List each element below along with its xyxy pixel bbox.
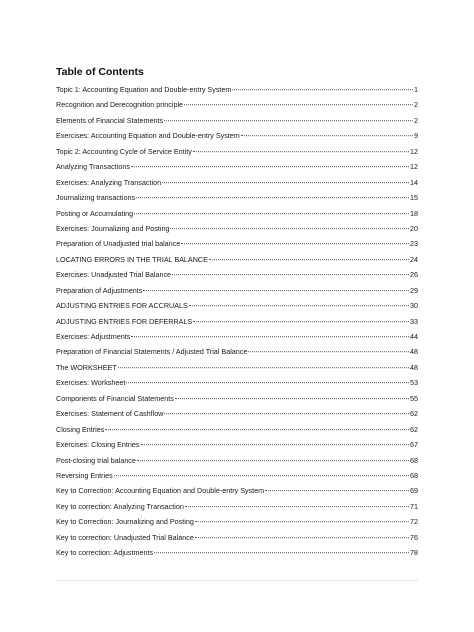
toc-entry-label: ADJUSTING ENTRIES FOR ACCRUALS: [56, 301, 188, 311]
toc-entry-label: Exercises: Worksheet: [56, 378, 126, 388]
toc-entry-label: Key to correction: Analyzing Transaction: [56, 501, 184, 511]
toc-entry[interactable]: [56, 360, 418, 375]
toc-entry-label: Key to Correction: Journalizing and Posting: [56, 517, 194, 527]
toc-entry[interactable]: [56, 159, 418, 174]
toc-entry-page-number: 20: [410, 223, 418, 233]
toc-entry-label: The WORKSHEET: [56, 362, 117, 372]
toc-entry[interactable]: [56, 422, 418, 437]
toc-entry-label: Preparation of Financial Statements / Adjusted Trial Balance: [56, 347, 248, 357]
toc-entry[interactable]: [56, 175, 418, 190]
toc-dot-leader: [118, 366, 409, 368]
toc-dot-leader: [209, 258, 409, 260]
toc-dot-leader: [189, 304, 409, 306]
toc-entry-page-number: 76: [410, 532, 418, 542]
toc-entry-page-number: 26: [410, 270, 418, 280]
toc-entry-page-number: 62: [410, 409, 418, 419]
toc-dot-leader: [134, 212, 409, 214]
toc-dot-leader: [172, 273, 409, 275]
toc-entry-page-number: 78: [410, 548, 418, 558]
toc-entry-page-number: 12: [410, 162, 418, 172]
toc-dot-leader: [136, 196, 409, 198]
toc-entry-label: Exercises: Analyzing Transaction: [56, 177, 162, 187]
toc-entry-page-number: 30: [410, 301, 418, 311]
toc-entry-page-number: 14: [410, 177, 418, 187]
toc-dot-leader: [248, 351, 409, 353]
toc-entry-label: Post-closing trial balance: [56, 455, 136, 465]
toc-entry-label: Exercises: Statement of Cashflow: [56, 409, 164, 419]
toc-entry-page-number: 71: [410, 501, 418, 511]
toc-entry-page-number: 24: [410, 254, 418, 264]
toc-entry-page-number: 68: [410, 470, 418, 480]
toc-entry[interactable]: [56, 329, 418, 344]
toc-dot-leader: [162, 181, 409, 183]
toc-entry-page-number: 23: [410, 239, 418, 249]
toc-dot-leader: [195, 520, 409, 522]
toc-entry-page-number: 68: [410, 455, 418, 465]
toc-dot-leader: [131, 335, 409, 337]
toc-entry-page-number: 69: [410, 486, 418, 496]
toc-entry[interactable]: [56, 298, 418, 313]
toc-entry-label: ADJUSTING ENTRIES FOR DEFERRALS: [56, 316, 193, 326]
toc-dot-leader: [154, 551, 409, 553]
toc-entry-page-number: 18: [410, 208, 418, 218]
toc-entry[interactable]: [56, 252, 418, 267]
toc-entry-label: Journalizing transactions: [56, 193, 136, 203]
toc-entry-label: Reversing Entries: [56, 470, 113, 480]
toc-dot-leader: [181, 243, 409, 245]
toc-entry-page-number: 1: [414, 85, 418, 94]
toc-dot-leader: [175, 397, 409, 399]
toc-entry[interactable]: [56, 236, 418, 251]
toc-entry-page-number: 55: [410, 393, 418, 403]
toc-heading: Table of Contents: [56, 66, 144, 78]
toc-entry-page-number: 2: [414, 100, 418, 110]
toc-dot-leader: [241, 135, 413, 137]
toc-dot-leader: [193, 150, 409, 152]
toc-entry[interactable]: [56, 499, 418, 514]
toc-entry-label: Exercises: Unadjusted Trial Balance: [56, 270, 172, 280]
toc-entry-label: Key to correction: Unadjusted Trial Balance: [56, 532, 194, 542]
toc-entry-label: LOCATING ERRORS IN THE TRIAL BALANCE: [56, 254, 208, 264]
toc-dot-leader: [141, 443, 410, 445]
toc-dot-leader: [232, 88, 413, 90]
toc-entry-page-number: 62: [410, 424, 418, 434]
toc-entry[interactable]: [56, 406, 418, 421]
toc-entry-page-number: 44: [410, 332, 418, 341]
toc-entry-page-number: 29: [410, 285, 418, 295]
toc-entry-label: Key to Correction: Accounting Equation and Double-entry System: [56, 486, 265, 496]
toc-dot-leader: [131, 165, 409, 167]
toc-entry-label: Exercises: Journalizing and Posting: [56, 223, 170, 233]
toc-dot-leader: [170, 227, 409, 229]
toc-dot-leader: [164, 119, 413, 121]
toc-entry-page-number: 15: [410, 193, 418, 203]
toc-entry-page-number: 67: [410, 440, 418, 450]
toc-entry[interactable]: [56, 530, 418, 545]
toc-dot-leader: [114, 474, 409, 476]
toc-entry[interactable]: [56, 82, 418, 97]
toc-entry[interactable]: [56, 128, 418, 143]
toc-entry-label: Analyzing Transactions: [56, 162, 130, 172]
toc-entry-page-number: 72: [410, 517, 418, 527]
toc-entry[interactable]: [56, 468, 418, 483]
toc-entry[interactable]: [56, 283, 418, 298]
toc-entry[interactable]: [56, 545, 418, 560]
toc-entry[interactable]: [56, 221, 418, 236]
toc-entry-label: Topic 1: Accounting Equation and Double-entry System: [56, 85, 232, 94]
toc-dot-leader: [185, 505, 409, 507]
toc-entry-label: Preparation of Unadjusted trial balance: [56, 239, 181, 249]
toc-dot-leader: [164, 412, 409, 414]
toc-entry-page-number: 48: [410, 362, 418, 372]
toc-entry-label: Elements of Financial Statements: [56, 115, 164, 125]
toc-dot-leader: [126, 382, 409, 384]
toc-entry[interactable]: [56, 144, 418, 159]
toc-entry-page-number: 53: [410, 378, 418, 388]
toc-entry[interactable]: [56, 391, 418, 406]
toc-entry[interactable]: [56, 344, 418, 359]
toc-dot-leader: [137, 459, 409, 461]
toc-entry[interactable]: [56, 483, 418, 498]
toc-entry[interactable]: [56, 514, 418, 529]
toc-entry-page-number: 2: [414, 115, 418, 125]
toc-entry-page-number: 48: [410, 347, 418, 357]
toc-dot-leader: [193, 320, 409, 322]
toc-dot-leader: [265, 490, 409, 492]
footer-divider: [56, 580, 418, 581]
toc-entry-page-number: 12: [410, 146, 418, 156]
toc-entry-label: Recognition and Derecognition principle: [56, 100, 184, 110]
toc-dot-leader: [105, 428, 409, 430]
toc-entry[interactable]: [56, 453, 418, 468]
toc-entry-label: Key to correction: Adjustments: [56, 548, 154, 558]
toc-dot-leader: [143, 289, 409, 291]
toc-entry-page-number: 9: [414, 131, 418, 141]
toc-entry[interactable]: [56, 437, 418, 452]
toc-entry-label: Exercises: Closing Entries: [56, 440, 140, 450]
toc-entry[interactable]: [56, 314, 418, 329]
toc-entry-label: Components of Financial Statements: [56, 393, 174, 403]
toc-dot-leader: [195, 536, 409, 538]
toc-entry[interactable]: [56, 190, 418, 205]
toc-entry-label: Exercises: Accounting Equation and Double-entry System: [56, 131, 240, 141]
toc-entry-label: Exercises: Adjustments: [56, 332, 131, 341]
toc-entry-label: Topic 2: Accounting Cycle of Service Entity: [56, 146, 192, 156]
toc-entry[interactable]: [56, 97, 418, 112]
toc-entry[interactable]: [56, 113, 418, 128]
toc-entry[interactable]: [56, 375, 418, 390]
toc-entry[interactable]: [56, 267, 418, 282]
toc-entry-label: Preparation of Adjustments: [56, 285, 143, 295]
toc-entry[interactable]: [56, 206, 418, 221]
toc-entry-page-number: 33: [410, 316, 418, 326]
toc-dot-leader: [184, 104, 413, 106]
toc-entry-label: Posting or Accumulating: [56, 208, 134, 218]
toc-list: [56, 82, 418, 561]
toc-entry-label: Closing Entries: [56, 424, 105, 434]
